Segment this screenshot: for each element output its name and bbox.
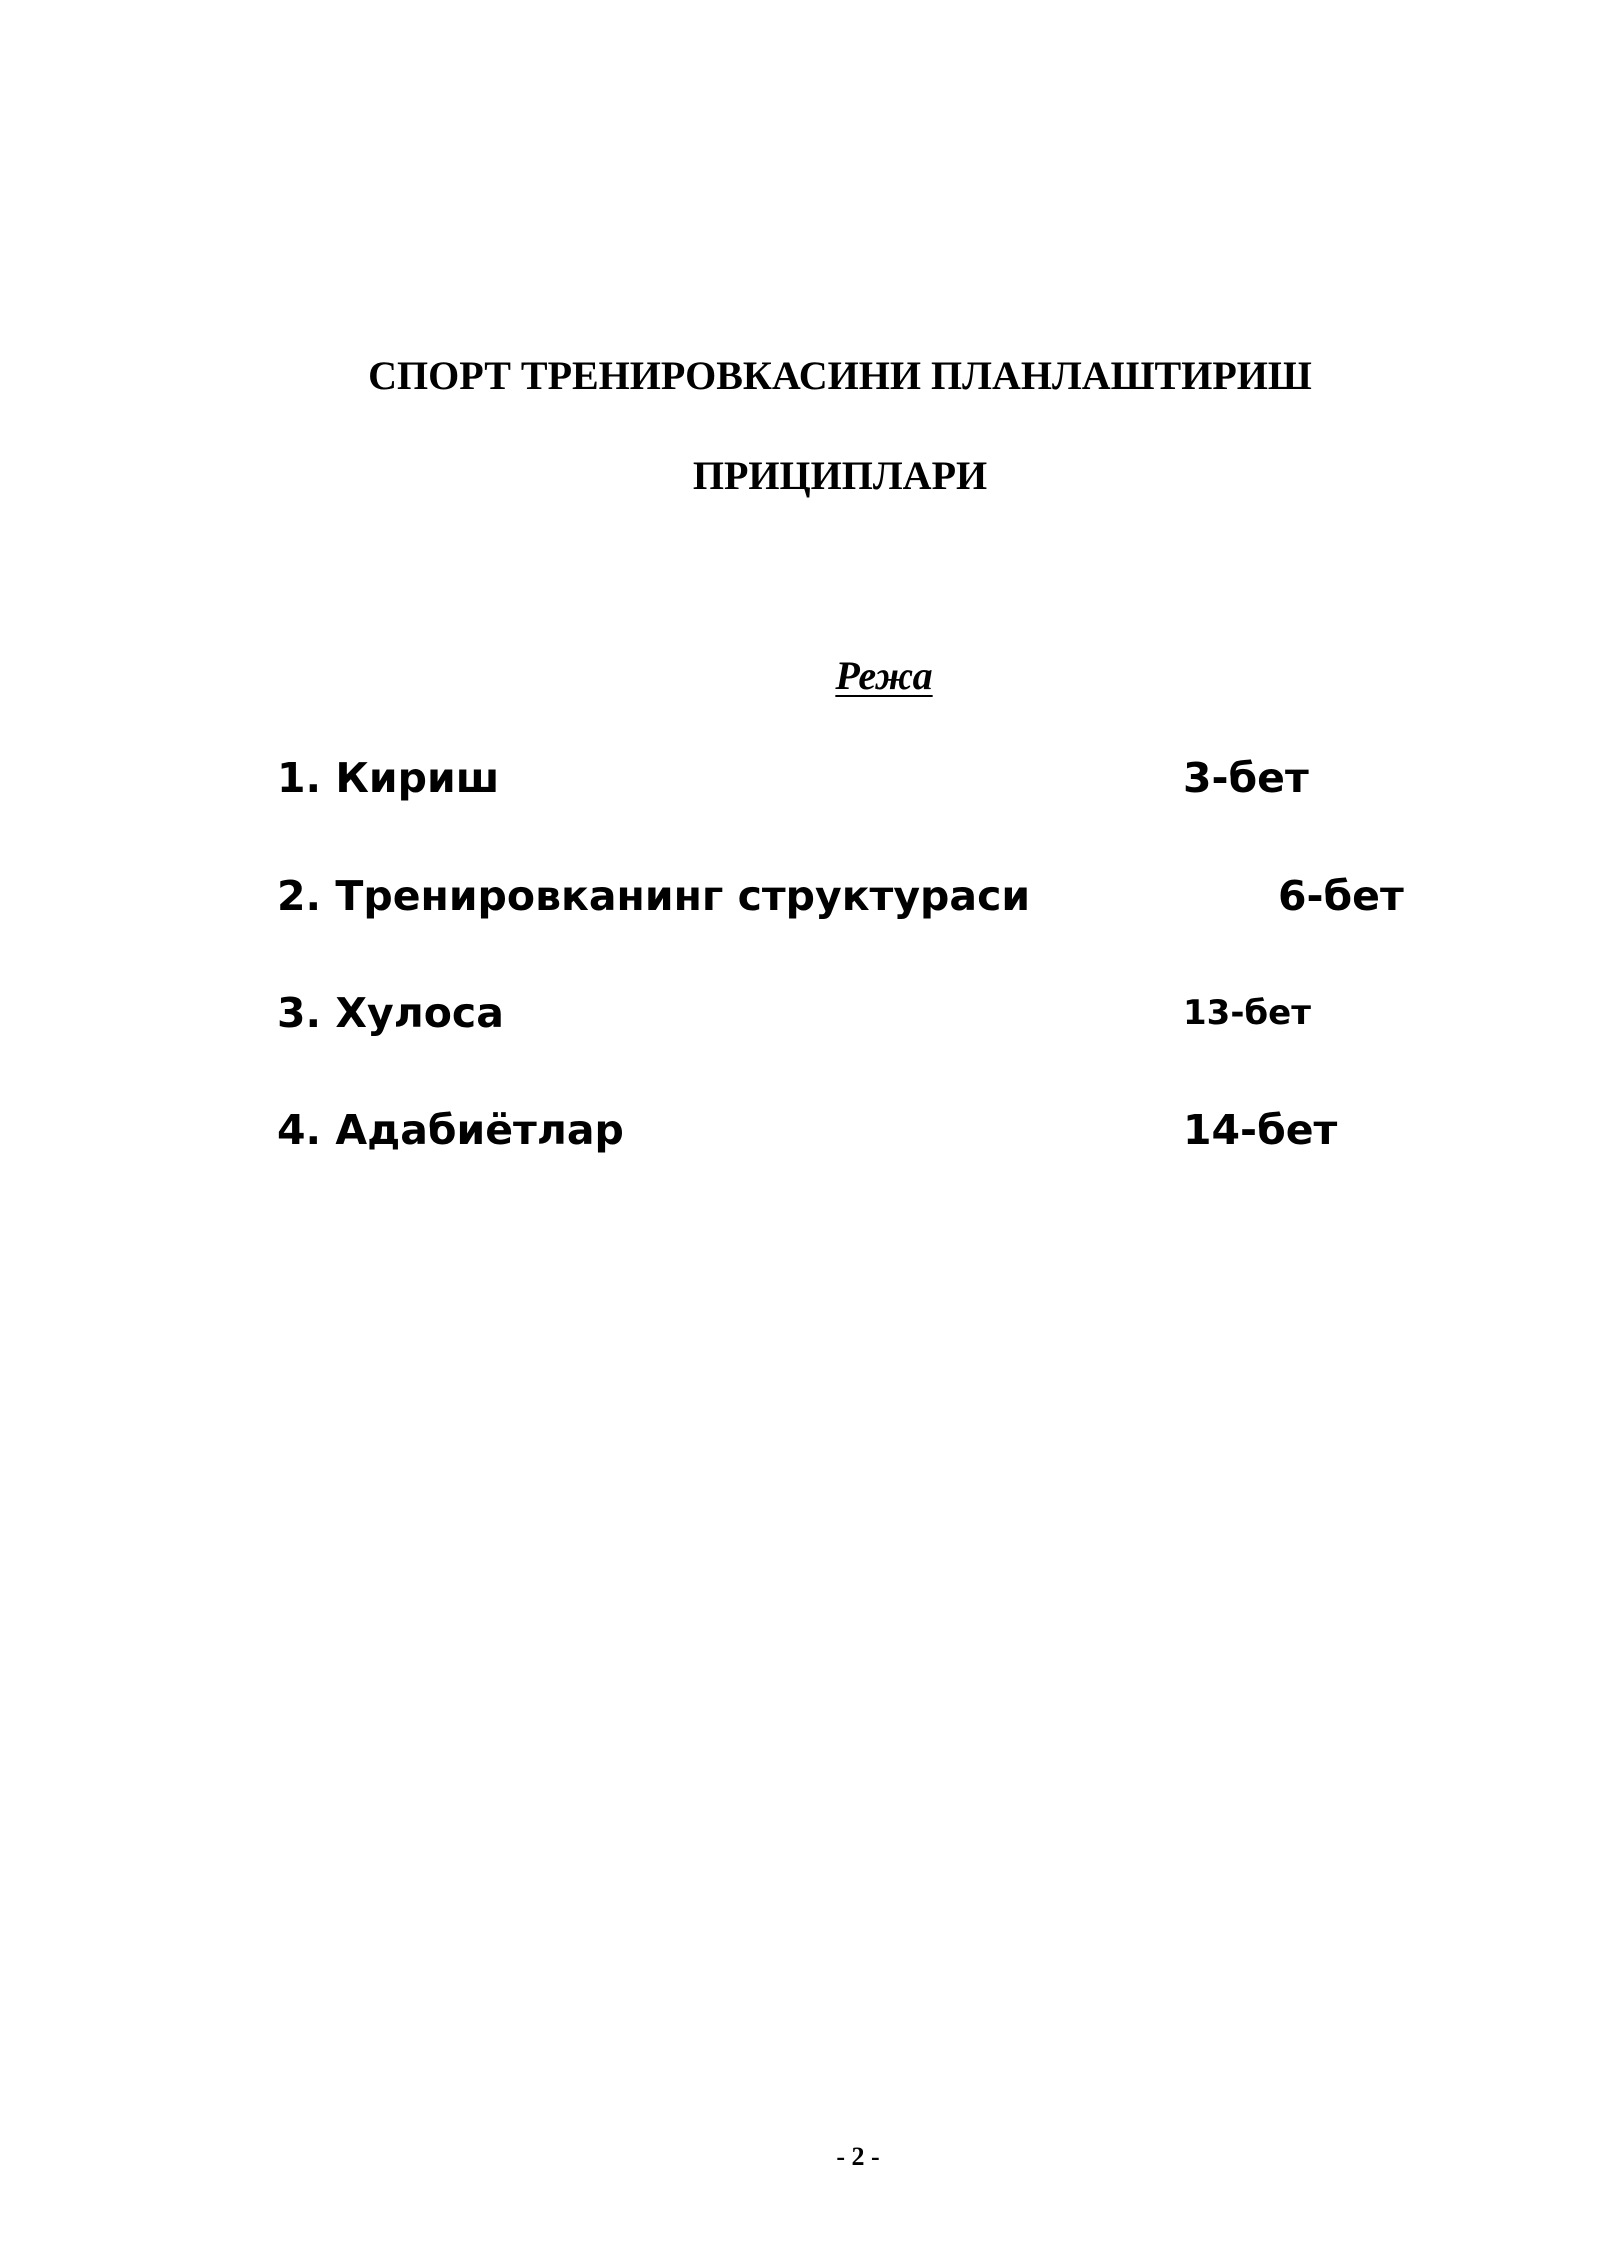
toc-item-page: 6-бет bbox=[1278, 872, 1404, 920]
page-number: - 2 - bbox=[836, 2142, 880, 2171]
toc-item bbox=[0, 983, 1600, 1043]
toc-item bbox=[0, 1100, 1600, 1160]
toc-item-page: 14-бет bbox=[1183, 1106, 1338, 1154]
document-title-line-1: СПОРТ ТРЕНИРОВКАСИНИ ПЛАНЛАШТИРИШ bbox=[368, 353, 1312, 398]
toc-item bbox=[0, 866, 1600, 926]
toc-item-label: 1. Кириш bbox=[277, 754, 500, 802]
toc-item-label: 2. Тренировканинг структураси bbox=[277, 872, 1031, 920]
toc-item-page: 3-бет bbox=[1183, 754, 1309, 802]
toc-item-label: 3. Хулоса bbox=[277, 989, 504, 1037]
plan-heading: Режа bbox=[835, 653, 933, 698]
toc-item bbox=[0, 748, 1600, 808]
document-title-line-2: ПРИЦИПЛАРИ bbox=[692, 453, 988, 498]
toc-item-page: 13-бет bbox=[1183, 993, 1311, 1033]
toc-item-label: 4. Адабиётлар bbox=[277, 1106, 624, 1154]
